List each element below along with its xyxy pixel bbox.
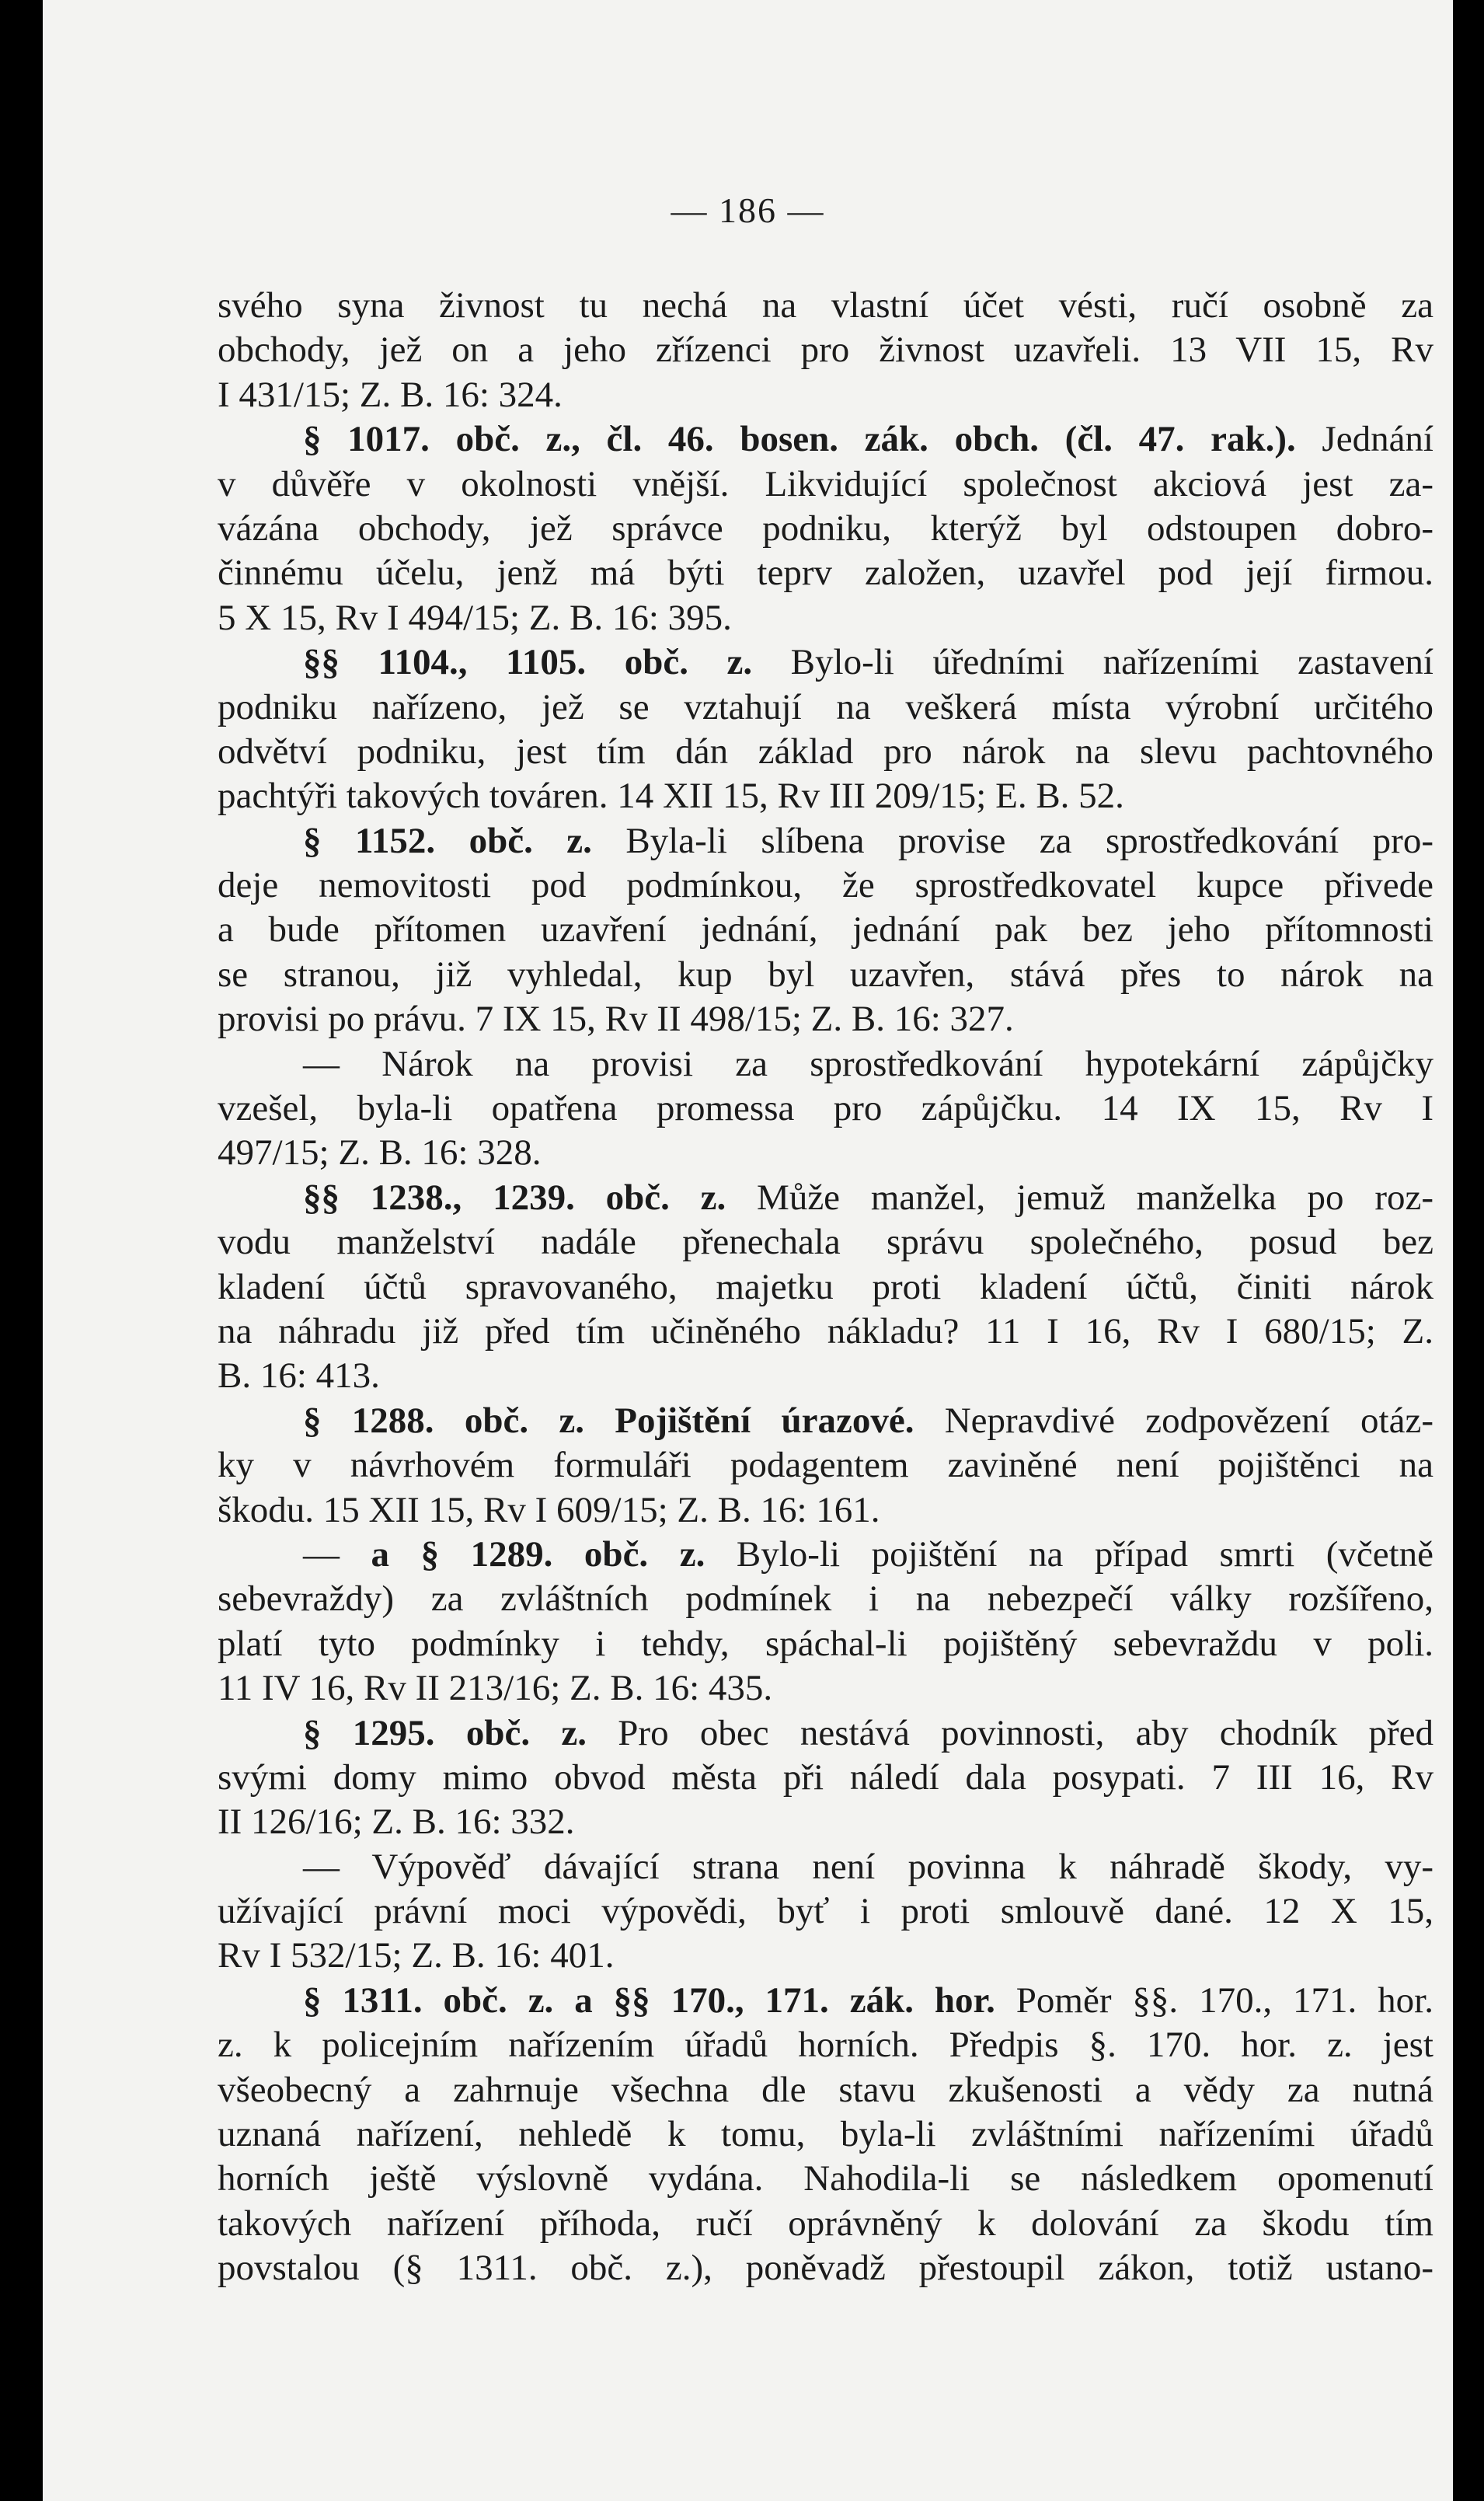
line-text: Jednání (1295, 419, 1433, 460)
line-text: pachtýři takových továren. 14 XII 15, Rv III 209/15; E. B. 52. (218, 776, 1124, 817)
text-line (218, 1087, 1433, 1131)
section-reference: § 1295. obč. z. (303, 1712, 587, 1753)
text-line (218, 1979, 1433, 2023)
line-prefix: — (303, 1533, 371, 1575)
line-text: z. k policejním nařízením úřadů horních. Předpis §. 170. hor. z. jest (218, 2025, 1433, 2066)
text-line (218, 284, 1433, 328)
line-text: 5 X 15, Rv I 494/15; Z. B. 16: 395. (218, 597, 732, 638)
text-line (218, 1443, 1433, 1488)
line-text: Bylo-li pojištění na případ smrti (včetně (705, 1533, 1433, 1575)
text-line (218, 373, 1433, 417)
line-text: — Výpověď dávající strana není povinna k náhradě škody, vy- (303, 1846, 1433, 1887)
line-text: uznaná nařízení, nehledě k tomu, byla-li zvláštními nařízeními úřadů (218, 2114, 1433, 2155)
text-line (218, 328, 1433, 372)
text-line (218, 2068, 1433, 2112)
line-text: Byla-li slíbena provise za sprostředkování pro- (591, 820, 1433, 861)
text-line (218, 1845, 1433, 1889)
line-text: provisi po právu. 7 IX 15, Rv II 498/15; Z. B. 16: 327. (218, 999, 1014, 1040)
text-line (218, 1131, 1433, 1175)
text-line (218, 1533, 1433, 1577)
line-text: B. 16: 413. (218, 1355, 380, 1397)
section-reference: § 1288. obč. z. Pojištění úrazové. (303, 1400, 914, 1441)
text-line (218, 953, 1433, 997)
text-line (218, 1622, 1433, 1666)
text-line (218, 819, 1433, 863)
page-number: — 186 — (671, 190, 825, 230)
text-line (218, 1889, 1433, 1934)
text-line (218, 2112, 1433, 2157)
line-text: Bylo-li úředními nařízeními zastavení (752, 642, 1433, 683)
text-line (218, 1220, 1433, 1264)
line-text: povstalou (§ 1311. obč. z.), poněvadž přestoupil zákon, totiž ustano- (218, 2248, 1433, 2289)
text-line (218, 1488, 1433, 1533)
text-line (218, 1756, 1433, 1800)
line-text: takových nařízení příhoda, ručí oprávněný k dolování za škodu tím (218, 2203, 1433, 2244)
line-text: vzešel, byla-li opatřena promessa pro zápůjčku. 14 IX 15, Rv I (218, 1088, 1433, 1129)
line-text: odvětví podniku, jest tím dán základ pro nárok na slevu pachtovného (218, 731, 1433, 772)
section-reference: § 1311. obč. z. a §§ 170., 171. zák. hor. (303, 1980, 995, 2021)
line-text: svými domy mimo obvod města při náledí dala posypati. 7 III 16, Rv (218, 1756, 1433, 1798)
line-text: deje nemovitosti pod podmínkou, že sprostředkovatel kupce přivede (218, 865, 1433, 906)
line-text: svého syna živnost tu nechá na vlastní účet vésti, ručí osobně za (218, 285, 1433, 326)
text-line (218, 1265, 1433, 1310)
text-line (218, 640, 1433, 685)
line-text: II 126/16; Z. B. 16: 332. (218, 1802, 575, 1843)
text-line (218, 2202, 1433, 2246)
text-line (218, 908, 1433, 952)
text-line (218, 417, 1433, 462)
line-text: 497/15; Z. B. 16: 328. (218, 1132, 542, 1174)
line-text: vázána obchody, jež správce podniku, kterýž byl odstoupen dobro- (218, 508, 1433, 549)
text-line (218, 863, 1433, 908)
text-line (218, 1711, 1433, 1756)
line-text: — Nárok na provisi za sprostředkování hypotekární zápůjčky (303, 1043, 1433, 1084)
text-line (218, 507, 1433, 551)
line-text: sebevraždy) za zvláštních podmínek i na nebezpečí války rozšířeno, (218, 1578, 1433, 1620)
text-line (218, 596, 1433, 640)
text-line (218, 1310, 1433, 1354)
text-line (218, 730, 1433, 774)
body-text (218, 284, 1433, 2291)
text-line (218, 1399, 1433, 1443)
line-text: kladení účtů spravovaného, majetku proti kladení účtů, činiti nárok (218, 1266, 1433, 1307)
line-text: Pro obec nestává povinnosti, aby chodník před (587, 1712, 1433, 1753)
text-line (218, 1800, 1433, 1844)
line-text: Poměr §§. 170., 171. hor. (995, 1980, 1433, 2021)
text-line (218, 1666, 1433, 1711)
line-text: užívající právní moci výpovědi, byť i proti smlouvě dané. 12 X 15, (218, 1891, 1433, 1932)
line-text: Může manžel, jemuž manželka po roz- (726, 1177, 1433, 1218)
line-text: činnému účelu, jenž má býti teprv založen, uzavřel pod její firmou. (218, 553, 1433, 594)
line-text: horních ještě výslovně vydána. Nahodila-li se následkem opomenutí (218, 2158, 1433, 2199)
line-text: ky v návrhovém formuláři podagentem zaviněné není pojištěnci na (218, 1445, 1433, 1486)
line-text: se stranou, již vyhledal, kup byl uzavřen, stává přes to nárok na (218, 954, 1433, 995)
line-text: platí tyto podmínky i tehdy, spáchal-li pojištěný sebevraždu v poli. (218, 1623, 1433, 1664)
line-text: v důvěře v okolnosti vnější. Likvidující společnost akciová jest za- (218, 463, 1433, 504)
line-text: podniku nařízeno, jež se vztahují na veškerá místa výrobní určitého (218, 686, 1433, 727)
line-text: Nepravdivé zodpovězení otáz- (914, 1400, 1433, 1441)
text-line (218, 1934, 1433, 1978)
line-text: na náhradu již před tím učiněného nákladu? 11 I 16, Rv I 680/15; Z. (218, 1310, 1433, 1352)
text-line (218, 1354, 1433, 1398)
line-text: 11 IV 16, Rv II 213/16; Z. B. 16: 435. (218, 1668, 773, 1709)
text-line (218, 1042, 1433, 1087)
text-line (218, 2023, 1433, 2067)
text-line (218, 551, 1433, 595)
section-reference: § 1152. obč. z. (303, 820, 592, 861)
line-text: Rv I 532/15; Z. B. 16: 401. (218, 1935, 615, 1976)
text-line (218, 1176, 1433, 1220)
line-text: obchody, jež on a jeho zřízenci pro živnost uzavřeli. 13 VII 15, Rv (218, 330, 1433, 371)
line-text: a bude přítomen uzavření jednání, jednání pak bez jeho přítomnosti (218, 909, 1433, 951)
section-reference: §§ 1238., 1239. obč. z. (303, 1177, 726, 1218)
line-text: všeobecný a zahrnuje všechna dle stavu zkušenosti a vědy za nutná (218, 2069, 1433, 2110)
text-line (218, 685, 1433, 730)
book-page (43, 0, 1453, 2501)
line-text: I 431/15; Z. B. 16: 324. (218, 374, 563, 415)
section-reference: § 1017. obč. z., čl. 46. bosen. zák. obch. (čl. 47. rak.). (303, 419, 1296, 460)
text-line (218, 2157, 1433, 2201)
section-reference: a § 1289. obč. z. (371, 1533, 705, 1575)
text-line (218, 997, 1433, 1041)
text-line (218, 1577, 1433, 1621)
text-line (218, 2246, 1433, 2290)
line-text: škodu. 15 XII 15, Rv I 609/15; Z. B. 16: 161. (218, 1489, 880, 1530)
text-line (218, 462, 1433, 507)
text-line (218, 774, 1433, 818)
line-text: vodu manželství nadále přenechala správu společného, posud bez (218, 1222, 1433, 1263)
section-reference: §§ 1104., 1105. obč. z. (303, 642, 753, 683)
